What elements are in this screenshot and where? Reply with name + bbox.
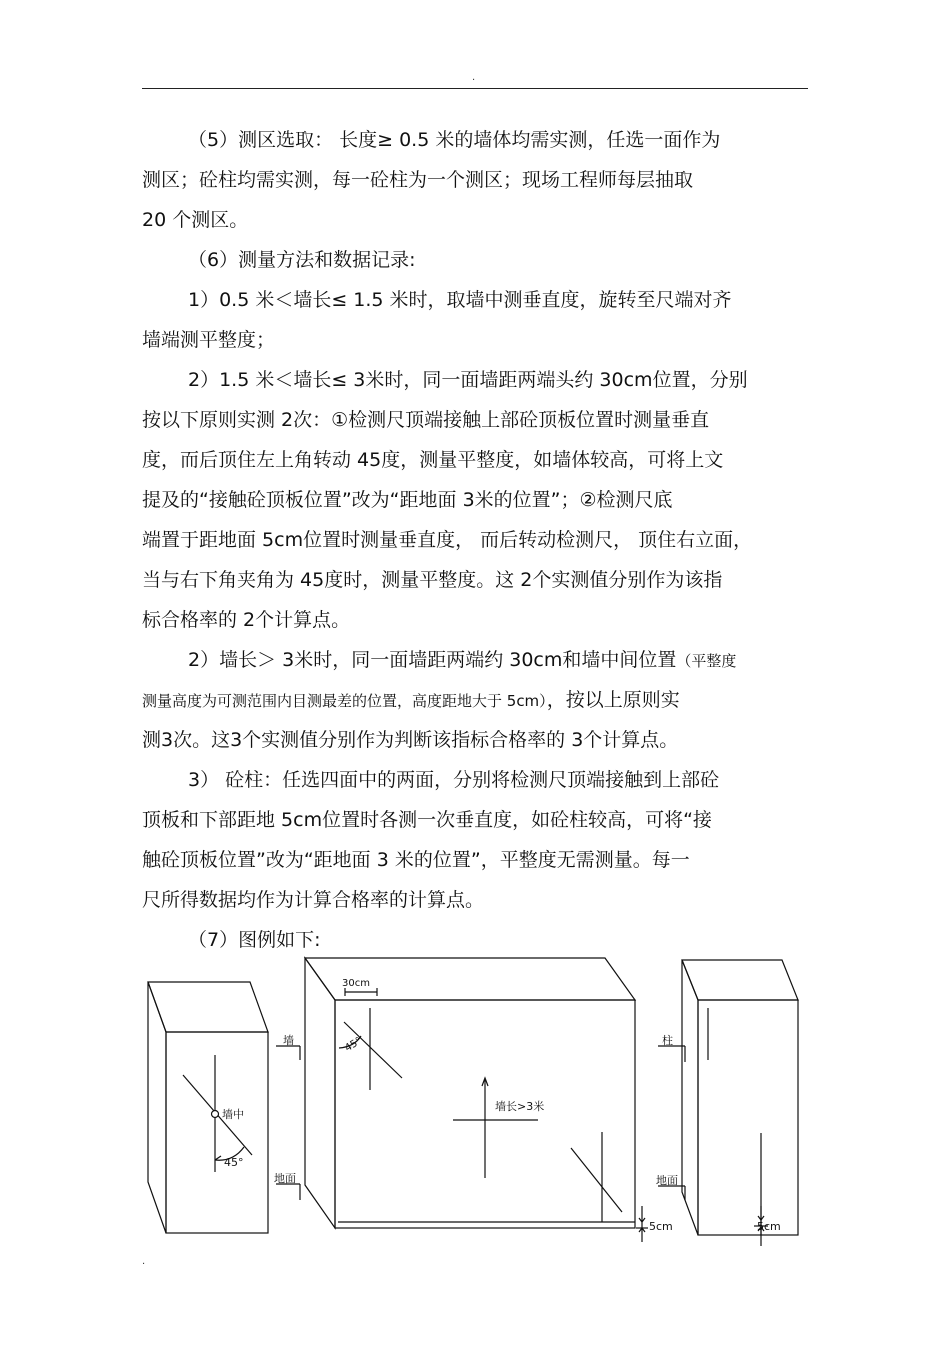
section5-line1: （5）测区选取： 长度≥ 0.5 米的墙体均需实测，任选一面作为 [188, 129, 721, 151]
section6-item3-line1-note: （平整度 [676, 652, 737, 670]
measurement-diagram [140, 950, 810, 1250]
short-wall-block [148, 982, 268, 1233]
section6-item2-line2: 按以下原则实测 2次：①检测尺顶端接触上部砼顶板位置时测量垂直 [142, 409, 710, 431]
section6-item2-line1: 2）1.5 米＜墙长≤ 3米时，同一面墙距两端头约 30cm位置，分别 [188, 369, 748, 391]
ground-label-right: 地面 [656, 1174, 678, 1187]
footer-mark: . [142, 1256, 146, 1267]
wall-label: 墙 [283, 1034, 294, 1047]
section6-item2-line6: 当与右下角夹角为 45度时，测量平整度。这 2个实测值分别作为该指 [142, 569, 723, 591]
section6-item3-line2-main: ，按以上原则实 [546, 689, 680, 711]
section6-item3-line1-main: 2）墙长＞ 3米时，同一面墙距两端约 30cm和墙中间位置 [188, 649, 677, 671]
dim-5cm-label-mid: 5cm [649, 1220, 673, 1233]
angle-45-label-mid: 45° [343, 1035, 364, 1055]
header-mark: . [472, 72, 476, 83]
dim-30cm-label: 30cm [342, 978, 370, 989]
section6-item1-line2: 墙端测平整度； [142, 329, 276, 351]
wall-length-label: 墙长>3米 [495, 1100, 545, 1113]
angle-45-label-left: 45° [224, 1156, 244, 1169]
section6-item2-line7: 标合格率的 2个计算点。 [142, 609, 351, 631]
wall-center-label: 墙中 [222, 1108, 244, 1121]
section7-title: （7）图例如下: [188, 929, 321, 951]
ground-label-mid: 地面 [274, 1172, 296, 1185]
section6-item2-line3: 度，而后顶住左上角转动 45度，测量平整度，如墙体较高，可将上文 [142, 449, 724, 471]
section6-item3-line3: 测3次。这3个实测值分别作为判断该指标合格率的 3个计算点。 [142, 729, 679, 751]
column-block [658, 960, 798, 1246]
column-label: 柱 [662, 1034, 673, 1047]
section6-item2-line4: 提及的“接触砼顶板位置”改为“距地面 3米的位置”；②检测尺底 [142, 489, 673, 511]
section6-item3-line1 [142, 640, 808, 681]
section6-item4-line3: 触砼顶板位置”改为“距地面 3 米的位置”，平整度无需测量。每一 [142, 849, 690, 871]
section6-item4-line1: 3） 砼柱：任选四面中的两面，分别将检测尺顶端接触到上部砼 [188, 769, 720, 791]
section6-item4-line2: 顶板和下部距地 5cm位置时各测一次垂直度，如砼柱较高，可将“接 [142, 809, 712, 831]
section6-item3-line2-note: 测量高度为可测范围内目测最差的位置，高度距地大于 5cm） [142, 692, 547, 710]
section5-line3: 20 个测区。 [142, 209, 249, 231]
section6-item4-line4: 尺所得数据均作为计算合格率的计算点。 [142, 889, 485, 911]
section6-item2-line5: 端置于距地面 5cm位置时测量垂直度， 而后转动检测尺， 顶住右立面， [142, 529, 753, 551]
section6-title: （6）测量方法和数据记录: [188, 249, 416, 271]
long-wall-block [276, 958, 648, 1242]
section6-item1-line1: 1）0.5 米＜墙长≤ 1.5 米时，取墙中测垂直度，旋转至尺端对齐 [188, 289, 732, 311]
section6-item3-line2 [142, 680, 808, 721]
dim-5cm-label-right: 5cm [757, 1220, 781, 1233]
section5-line2: 测区；砼柱均需实测，每一砼柱为一个测区；现场工程师每层抽取 [142, 169, 694, 191]
header-rule [142, 88, 808, 89]
